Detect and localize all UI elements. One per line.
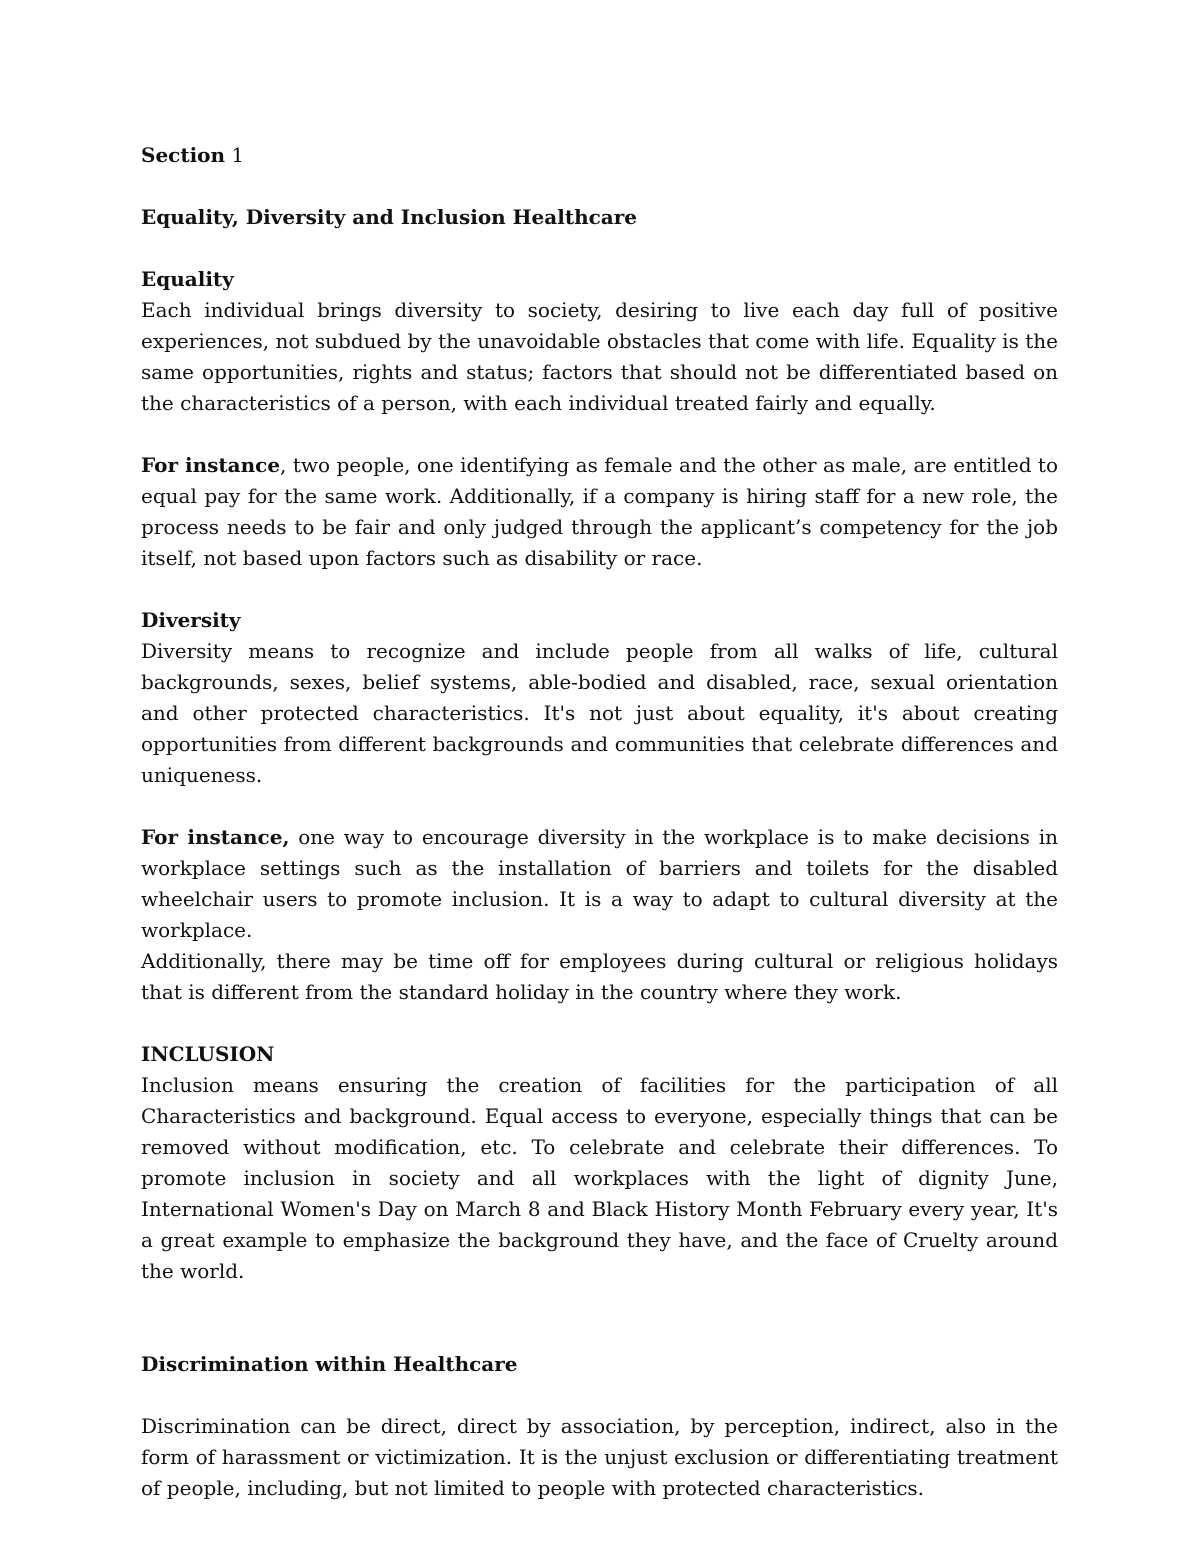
section-label-word: Section xyxy=(141,143,226,167)
inclusion-heading: INCLUSION xyxy=(141,1042,275,1066)
equality-heading: Equality xyxy=(141,267,234,291)
equality-example-lead: For instance xyxy=(141,453,281,477)
document-page xyxy=(141,140,1058,1504)
inclusion-paragraph: Inclusion means ensuring the creation of facilities for the participation of all Characteristics and background. Equal access to everyone, especially things that can be removed without modification, etc. To celebrate and celebrate their differences. To promote inclusion in society and all workplaces with the light of dignity June, International Women's Day on March 8 and Black History Month February every year, It's a great example to emphasize the background they have, and the face of Cruelty around the world. xyxy=(141,1073,1058,1283)
equality-example-paragraph xyxy=(141,450,1058,574)
discrimination-heading: Discrimination within Healthcare xyxy=(141,1352,518,1376)
diversity-heading: Diversity xyxy=(141,608,241,632)
diversity-example-text: one way to encourage diversity in the workplace is to make decisions in workplace settings such as the installation of barriers and toilets for the disabled wheelchair users to promote inclusion. It is a way to adapt to cultural diversity at the workplace. xyxy=(141,825,1058,942)
document-title: Equality, Diversity and Inclusion Healthcare xyxy=(141,205,638,229)
section-number: 1 xyxy=(225,143,245,167)
diversity-example-paragraph xyxy=(141,822,1058,946)
equality-example-text: , two people, one identifying as female and the other as male, are entitled to equal pay for the same work. Additionally, if a company is hiring staff for a new role, the process needs to be fair and only judged through the applicant’s competency for the job itself, not based upon factors such as disability or race. xyxy=(141,453,1058,570)
diversity-paragraph: Diversity means to recognize and include people from all walks of life, cultural backgrounds, sexes, belief systems, able-bodied and disabled, race, sexual orientation and other protected characteristics. It's not just about equality, it's about creating opportunities from different backgrounds and communities that celebrate differences and uniqueness. xyxy=(141,639,1058,787)
equality-paragraph: Each individual brings diversity to society, desiring to live each day full of positive experiences, not subdued by the unavoidable obstacles that come with life. Equality is the same opportunities, rights and status; factors that should not be differentiated based on the characteristics of a person, with each individual treated fairly and equally. xyxy=(141,298,1058,415)
section-label xyxy=(141,140,1058,171)
discrimination-paragraph: Discrimination can be direct, direct by association, by perception, indirect, also in the form of harassment or victimization. It is the unjust exclusion or differentiating treatment of people, including, but not limited to people with protected characteristics. xyxy=(141,1414,1058,1500)
diversity-example-lead: For instance, xyxy=(141,825,290,849)
diversity-additional-paragraph: Additionally, there may be time off for employees during cultural or religious holidays that is different from the standard holiday in the country where they work. xyxy=(141,949,1058,1004)
